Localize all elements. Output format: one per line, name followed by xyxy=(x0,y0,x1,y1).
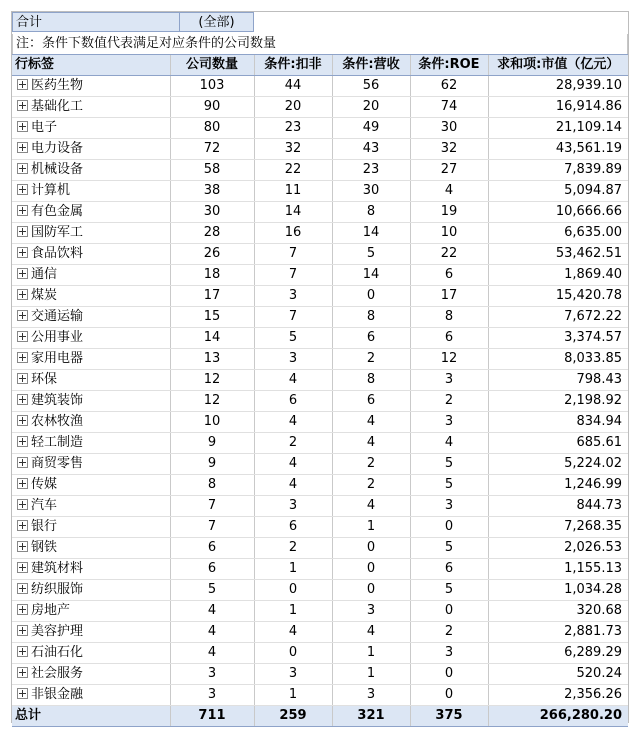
row-label-cell xyxy=(12,223,170,244)
deducted-profit-cell: 11 xyxy=(254,181,332,202)
roe-cell: 3 xyxy=(410,370,488,391)
roe-cell: 6 xyxy=(410,559,488,580)
company-count-cell: 6 xyxy=(170,559,254,580)
deducted-profit-cell: 20 xyxy=(254,97,332,118)
revenue-cell: 2 xyxy=(332,454,410,475)
expand-plus-icon[interactable] xyxy=(17,247,28,258)
deducted-profit-cell: 4 xyxy=(254,475,332,496)
roe-cell: 0 xyxy=(410,601,488,622)
row-label-cell xyxy=(12,118,170,139)
market-cap-cell: 834.94 xyxy=(488,412,628,433)
revenue-cell: 0 xyxy=(332,538,410,559)
expand-plus-icon[interactable] xyxy=(17,541,28,552)
expand-plus-icon[interactable] xyxy=(17,310,28,321)
expand-plus-icon[interactable] xyxy=(17,331,28,342)
revenue-cell: 0 xyxy=(332,286,410,307)
revenue-cell: 1 xyxy=(332,517,410,538)
market-cap-cell: 1,869.40 xyxy=(488,265,628,286)
expand-plus-icon[interactable] xyxy=(17,226,28,237)
table-row xyxy=(12,286,628,307)
market-cap-cell: 5,094.87 xyxy=(488,181,628,202)
row-label[interactable]: 家用电器 xyxy=(31,351,84,366)
row-label-cell xyxy=(12,601,170,622)
pivot-table xyxy=(12,54,628,727)
table-row xyxy=(12,622,628,643)
market-cap-cell: 2,356.26 xyxy=(488,685,628,706)
table-row xyxy=(12,328,628,349)
revenue-cell: 30 xyxy=(332,181,410,202)
deducted-profit-cell: 7 xyxy=(254,307,332,328)
roe-cell: 3 xyxy=(410,643,488,664)
roe-cell: 6 xyxy=(410,265,488,286)
expand-plus-icon[interactable] xyxy=(17,499,28,510)
deducted-profit-cell: 14 xyxy=(254,202,332,223)
expand-plus-icon[interactable] xyxy=(17,373,28,384)
company-count-cell: 30 xyxy=(170,202,254,223)
table-row xyxy=(12,391,628,412)
table-row xyxy=(12,244,628,265)
roe-cell: 0 xyxy=(410,664,488,685)
market-cap-cell: 1,155.13 xyxy=(488,559,628,580)
report-filter xyxy=(12,12,628,34)
row-label[interactable]: 钢铁 xyxy=(31,540,58,555)
market-cap-cell: 6,635.00 xyxy=(488,223,628,244)
revenue-cell: 14 xyxy=(332,265,410,286)
revenue-cell: 0 xyxy=(332,559,410,580)
revenue-cell: 0 xyxy=(332,580,410,601)
table-row xyxy=(12,307,628,328)
expand-plus-icon[interactable] xyxy=(17,205,28,216)
expand-plus-icon[interactable] xyxy=(17,583,28,594)
expand-plus-icon[interactable] xyxy=(17,100,28,111)
table-row xyxy=(12,517,628,538)
company-count-cell: 3 xyxy=(170,685,254,706)
roe-cell: 3 xyxy=(410,496,488,517)
col-header-row-labels[interactable]: 行标签 xyxy=(12,55,170,76)
expand-plus-icon[interactable] xyxy=(17,688,28,699)
company-count-cell: 4 xyxy=(170,622,254,643)
deducted-profit-cell: 23 xyxy=(254,118,332,139)
revenue-cell: 1 xyxy=(332,664,410,685)
company-count-cell: 103 xyxy=(170,76,254,97)
revenue-cell: 4 xyxy=(332,412,410,433)
revenue-cell: 1 xyxy=(332,643,410,664)
row-label-cell xyxy=(12,265,170,286)
table-row xyxy=(12,664,628,685)
roe-cell: 2 xyxy=(410,622,488,643)
market-cap-cell: 53,462.51 xyxy=(488,244,628,265)
row-label[interactable]: 有色金属 xyxy=(31,204,84,219)
row-label-cell xyxy=(12,643,170,664)
deducted-profit-cell: 16 xyxy=(254,223,332,244)
row-label-cell xyxy=(12,202,170,223)
expand-plus-icon[interactable] xyxy=(17,436,28,447)
company-count-cell: 28 xyxy=(170,223,254,244)
row-label[interactable]: 机械设备 xyxy=(31,162,84,177)
expand-plus-icon[interactable] xyxy=(17,457,28,468)
expand-plus-icon[interactable] xyxy=(17,352,28,363)
deducted-profit-cell: 7 xyxy=(254,244,332,265)
revenue-cell: 8 xyxy=(332,307,410,328)
row-label-cell xyxy=(12,538,170,559)
table-row xyxy=(12,118,628,139)
revenue-cell: 49 xyxy=(332,118,410,139)
table-row xyxy=(12,202,628,223)
company-count-cell: 17 xyxy=(170,286,254,307)
market-cap-cell: 7,672.22 xyxy=(488,307,628,328)
company-count-cell: 72 xyxy=(170,139,254,160)
company-count-cell: 5 xyxy=(170,580,254,601)
market-cap-cell: 2,026.53 xyxy=(488,538,628,559)
row-label[interactable]: 医药生物 xyxy=(31,78,84,93)
deducted-profit-cell: 44 xyxy=(254,76,332,97)
row-label-cell xyxy=(12,622,170,643)
roe-cell: 62 xyxy=(410,76,488,97)
market-cap-cell: 685.61 xyxy=(488,433,628,454)
row-label[interactable]: 轻工制造 xyxy=(31,435,84,450)
revenue-cell: 6 xyxy=(332,391,410,412)
market-cap-cell: 10,666.66 xyxy=(488,202,628,223)
row-label[interactable]: 国防军工 xyxy=(31,225,84,240)
row-label[interactable]: 电子 xyxy=(31,120,58,135)
revenue-cell: 3 xyxy=(332,685,410,706)
market-cap-cell: 844.73 xyxy=(488,496,628,517)
row-label[interactable]: 煤炭 xyxy=(31,288,58,303)
revenue-cell: 4 xyxy=(332,496,410,517)
roe-cell: 6 xyxy=(410,328,488,349)
company-count-cell: 26 xyxy=(170,244,254,265)
market-cap-cell: 6,289.29 xyxy=(488,643,628,664)
market-cap-cell: 320.68 xyxy=(488,601,628,622)
company-count-cell: 4 xyxy=(170,643,254,664)
roe-cell: 22 xyxy=(410,244,488,265)
market-cap-cell: 15,420.78 xyxy=(488,286,628,307)
company-count-cell: 14 xyxy=(170,328,254,349)
revenue-cell: 2 xyxy=(332,349,410,370)
revenue-cell: 23 xyxy=(332,160,410,181)
row-label-cell xyxy=(12,307,170,328)
company-count-cell: 3 xyxy=(170,664,254,685)
row-label[interactable]: 房地产 xyxy=(31,603,71,618)
market-cap-cell: 8,033.85 xyxy=(488,349,628,370)
roe-cell: 27 xyxy=(410,160,488,181)
deducted-profit-cell: 4 xyxy=(254,412,332,433)
company-count-cell: 6 xyxy=(170,538,254,559)
row-label[interactable]: 环保 xyxy=(31,372,58,387)
roe-cell: 30 xyxy=(410,118,488,139)
row-label[interactable]: 建筑装饰 xyxy=(31,393,84,408)
expand-plus-icon[interactable] xyxy=(17,520,28,531)
roe-cell: 5 xyxy=(410,475,488,496)
row-label-cell xyxy=(12,496,170,517)
revenue-cell: 4 xyxy=(332,433,410,454)
revenue-cell: 56 xyxy=(332,76,410,97)
row-label-cell xyxy=(12,580,170,601)
row-label-cell xyxy=(12,517,170,538)
company-count-cell: 9 xyxy=(170,433,254,454)
table-row xyxy=(12,370,628,391)
company-count-cell: 12 xyxy=(170,370,254,391)
revenue-cell: 20 xyxy=(332,97,410,118)
table-row xyxy=(12,412,628,433)
total-company-count: 711 xyxy=(170,706,254,727)
table-row xyxy=(12,685,628,706)
deducted-profit-cell: 0 xyxy=(254,580,332,601)
table-row xyxy=(12,496,628,517)
deducted-profit-cell: 1 xyxy=(254,685,332,706)
market-cap-cell: 3,374.57 xyxy=(488,328,628,349)
deducted-profit-cell: 3 xyxy=(254,496,332,517)
col-header-company-count[interactable]: 公司数量 xyxy=(170,55,254,76)
market-cap-cell: 21,109.14 xyxy=(488,118,628,139)
market-cap-cell: 28,939.10 xyxy=(488,76,628,97)
table-row xyxy=(12,475,628,496)
deducted-profit-cell: 7 xyxy=(254,265,332,286)
table-row xyxy=(12,349,628,370)
row-label-cell xyxy=(12,76,170,97)
deducted-profit-cell: 6 xyxy=(254,391,332,412)
deducted-profit-cell: 32 xyxy=(254,139,332,160)
revenue-cell: 4 xyxy=(332,622,410,643)
expand-plus-icon[interactable] xyxy=(17,415,28,426)
expand-plus-icon[interactable] xyxy=(17,268,28,279)
revenue-cell: 3 xyxy=(332,601,410,622)
pivot-sheet xyxy=(12,12,628,727)
deducted-profit-cell: 4 xyxy=(254,454,332,475)
revenue-cell: 8 xyxy=(332,202,410,223)
row-label[interactable]: 建筑材料 xyxy=(31,561,84,576)
roe-cell: 8 xyxy=(410,307,488,328)
expand-plus-icon[interactable] xyxy=(17,646,28,657)
deducted-profit-cell: 1 xyxy=(254,601,332,622)
market-cap-cell: 520.24 xyxy=(488,664,628,685)
expand-plus-icon[interactable] xyxy=(17,184,28,195)
expand-plus-icon[interactable] xyxy=(17,625,28,636)
row-label[interactable]: 电力设备 xyxy=(31,141,84,156)
row-label[interactable]: 汽车 xyxy=(31,498,58,513)
row-label[interactable]: 食品饮料 xyxy=(31,246,84,261)
expand-plus-icon[interactable] xyxy=(17,478,28,489)
deducted-profit-cell: 5 xyxy=(254,328,332,349)
table-row xyxy=(12,181,628,202)
row-label[interactable]: 社会服务 xyxy=(31,666,84,681)
expand-plus-icon[interactable] xyxy=(17,121,28,132)
row-label-cell xyxy=(12,559,170,580)
company-count-cell: 15 xyxy=(170,307,254,328)
row-label[interactable]: 通信 xyxy=(31,267,58,282)
market-cap-cell: 2,881.73 xyxy=(488,622,628,643)
deducted-profit-cell: 4 xyxy=(254,622,332,643)
total-market-cap: 266,280.20 xyxy=(488,706,628,727)
row-label[interactable]: 公用事业 xyxy=(31,330,84,345)
deducted-profit-cell: 3 xyxy=(254,349,332,370)
company-count-cell: 58 xyxy=(170,160,254,181)
roe-cell: 17 xyxy=(410,286,488,307)
col-header-market-cap[interactable]: 求和项:市值（亿元） xyxy=(488,55,628,76)
market-cap-cell: 2,198.92 xyxy=(488,391,628,412)
grand-total-row xyxy=(12,706,628,727)
table-row xyxy=(12,433,628,454)
table-row xyxy=(12,601,628,622)
market-cap-cell: 43,561.19 xyxy=(488,139,628,160)
deducted-profit-cell: 3 xyxy=(254,286,332,307)
total-revenue: 321 xyxy=(332,706,410,727)
roe-cell: 2 xyxy=(410,391,488,412)
market-cap-cell: 7,268.35 xyxy=(488,517,628,538)
table-row xyxy=(12,265,628,286)
company-count-cell: 12 xyxy=(170,391,254,412)
pivot-body xyxy=(12,76,628,706)
row-label-cell xyxy=(12,349,170,370)
table-row xyxy=(12,580,628,601)
expand-plus-icon[interactable] xyxy=(17,79,28,90)
deducted-profit-cell: 6 xyxy=(254,517,332,538)
row-label-cell xyxy=(12,454,170,475)
filter-dropdown-value[interactable]: (全部) xyxy=(180,12,254,32)
expand-plus-icon[interactable] xyxy=(17,562,28,573)
row-label-cell xyxy=(12,433,170,454)
table-row xyxy=(12,139,628,160)
total-deducted-profit: 259 xyxy=(254,706,332,727)
company-count-cell: 8 xyxy=(170,475,254,496)
row-label[interactable]: 纺织服饰 xyxy=(31,582,84,597)
row-label-cell xyxy=(12,370,170,391)
roe-cell: 5 xyxy=(410,538,488,559)
row-label-cell xyxy=(12,244,170,265)
roe-cell: 19 xyxy=(410,202,488,223)
company-count-cell: 38 xyxy=(170,181,254,202)
header-row xyxy=(12,55,628,76)
row-label[interactable]: 农林牧渔 xyxy=(31,414,84,429)
deducted-profit-cell: 2 xyxy=(254,433,332,454)
company-count-cell: 7 xyxy=(170,517,254,538)
row-label[interactable]: 传媒 xyxy=(31,477,58,492)
deducted-profit-cell: 1 xyxy=(254,559,332,580)
market-cap-cell: 1,246.99 xyxy=(488,475,628,496)
table-row xyxy=(12,559,628,580)
expand-plus-icon[interactable] xyxy=(17,289,28,300)
row-label[interactable]: 银行 xyxy=(31,519,58,534)
company-count-cell: 18 xyxy=(170,265,254,286)
roe-cell: 3 xyxy=(410,412,488,433)
company-count-cell: 7 xyxy=(170,496,254,517)
table-row xyxy=(12,223,628,244)
row-label-cell xyxy=(12,664,170,685)
company-count-cell: 9 xyxy=(170,454,254,475)
roe-cell: 5 xyxy=(410,580,488,601)
deducted-profit-cell: 22 xyxy=(254,160,332,181)
revenue-cell: 43 xyxy=(332,139,410,160)
company-count-cell: 80 xyxy=(170,118,254,139)
roe-cell: 5 xyxy=(410,454,488,475)
table-row xyxy=(12,538,628,559)
row-label-cell xyxy=(12,181,170,202)
deducted-profit-cell: 3 xyxy=(254,664,332,685)
roe-cell: 4 xyxy=(410,433,488,454)
row-label-cell xyxy=(12,685,170,706)
row-label[interactable]: 石油石化 xyxy=(31,645,84,660)
filter-field-label[interactable]: 合计 xyxy=(12,12,180,32)
revenue-cell: 8 xyxy=(332,370,410,391)
total-roe: 375 xyxy=(410,706,488,727)
note-text: 注：条件下数值代表满足对应条件的公司数量 xyxy=(12,34,628,54)
company-count-cell: 90 xyxy=(170,97,254,118)
roe-cell: 74 xyxy=(410,97,488,118)
col-header-roe[interactable]: 条件:ROE xyxy=(410,55,488,76)
table-row xyxy=(12,97,628,118)
market-cap-cell: 16,914.86 xyxy=(488,97,628,118)
expand-plus-icon[interactable] xyxy=(17,142,28,153)
expand-plus-icon[interactable] xyxy=(17,667,28,678)
col-header-revenue[interactable]: 条件:营收 xyxy=(332,55,410,76)
roe-cell: 4 xyxy=(410,181,488,202)
row-label[interactable]: 非银金融 xyxy=(31,687,84,702)
roe-cell: 0 xyxy=(410,517,488,538)
table-row xyxy=(12,643,628,664)
revenue-cell: 2 xyxy=(332,475,410,496)
deducted-profit-cell: 4 xyxy=(254,370,332,391)
revenue-cell: 6 xyxy=(332,328,410,349)
roe-cell: 12 xyxy=(410,349,488,370)
row-label-cell xyxy=(12,328,170,349)
row-label[interactable]: 商贸零售 xyxy=(31,456,84,471)
table-row xyxy=(12,454,628,475)
table-row xyxy=(12,160,628,181)
row-label-cell xyxy=(12,286,170,307)
deducted-profit-cell: 2 xyxy=(254,538,332,559)
market-cap-cell: 798.43 xyxy=(488,370,628,391)
row-label[interactable]: 交通运输 xyxy=(31,309,84,324)
revenue-cell: 5 xyxy=(332,244,410,265)
col-header-deducted-profit[interactable]: 条件:扣非 xyxy=(254,55,332,76)
row-label[interactable]: 基础化工 xyxy=(31,99,84,114)
roe-cell: 10 xyxy=(410,223,488,244)
row-label-cell xyxy=(12,391,170,412)
roe-cell: 0 xyxy=(410,685,488,706)
company-count-cell: 4 xyxy=(170,601,254,622)
row-label-cell xyxy=(12,160,170,181)
row-label[interactable]: 美容护理 xyxy=(31,624,84,639)
expand-plus-icon[interactable] xyxy=(17,394,28,405)
market-cap-cell: 1,034.28 xyxy=(488,580,628,601)
expand-plus-icon[interactable] xyxy=(17,163,28,174)
row-label-cell xyxy=(12,475,170,496)
market-cap-cell: 5,224.02 xyxy=(488,454,628,475)
table-row xyxy=(12,76,628,97)
row-label-cell xyxy=(12,139,170,160)
row-label[interactable]: 计算机 xyxy=(31,183,71,198)
grand-total-label: 总计 xyxy=(12,706,170,727)
row-label-cell xyxy=(12,412,170,433)
company-count-cell: 10 xyxy=(170,412,254,433)
row-label-cell xyxy=(12,97,170,118)
market-cap-cell: 7,839.89 xyxy=(488,160,628,181)
roe-cell: 32 xyxy=(410,139,488,160)
company-count-cell: 13 xyxy=(170,349,254,370)
deducted-profit-cell: 0 xyxy=(254,643,332,664)
expand-plus-icon[interactable] xyxy=(17,604,28,615)
revenue-cell: 14 xyxy=(332,223,410,244)
